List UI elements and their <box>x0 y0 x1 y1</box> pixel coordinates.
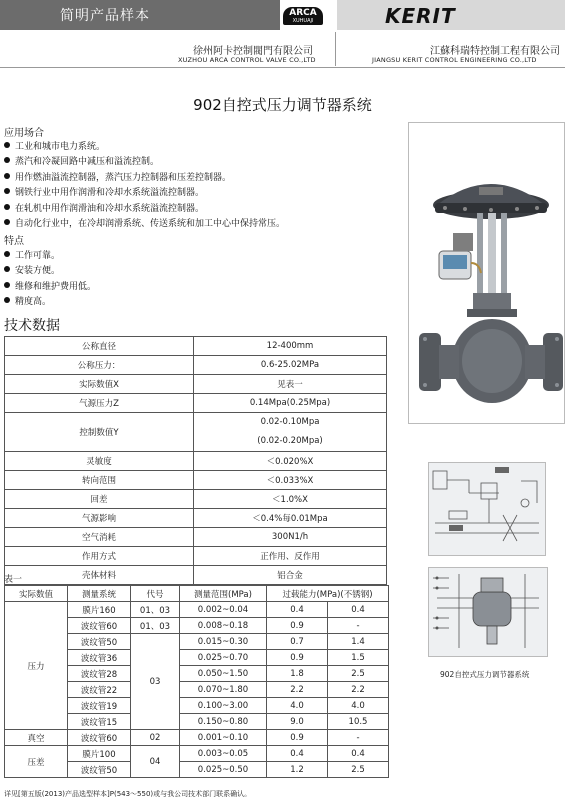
spec-value-alt: (0.02-0.20Mpa) <box>257 436 323 446</box>
spec-value: 0.02-0.10Mpa <box>260 417 320 427</box>
application-heading: 应用场合 <box>4 128 44 139</box>
page-title: 902自控式压力调节器系统 <box>193 96 372 114</box>
table-row: 气源影响 ＜0.4%每0.01Mpa <box>5 509 387 528</box>
table-row: 转向范围 ＜0.033%X <box>5 471 387 490</box>
tech-data-heading: 技术数据 <box>4 318 60 334</box>
header-rule <box>0 67 565 68</box>
table-row: 公称压力： 0.6-25.02MPa <box>5 356 387 375</box>
table-row: 波纹管50 0.025~0.50 1.2 2.5 <box>5 762 389 778</box>
features-heading: 特点 <box>4 236 24 247</box>
table-row: 灵敏度 ＜0.020%X <box>5 452 387 471</box>
bullet-icon <box>4 173 10 179</box>
application-item: 自动化行业中，在冷却润滑系统、传送系统和加工中心中保持常压。 <box>4 216 285 231</box>
bullet-icon <box>4 219 10 225</box>
application-item: 钢铁行业中用作润滑和冷却水系统溢流控制器。 <box>4 185 285 200</box>
kerit-company-cn: 江蘇科瑞特控制工程有限公司 <box>430 46 560 57</box>
figure-caption: 902自控式压力调节器系统 <box>440 670 530 679</box>
system-schematic-2 <box>428 567 548 657</box>
application-item: 用作燃油溢流控制器，蒸汽压力控制器和压差控制器。 <box>4 170 285 185</box>
header-divider <box>335 32 336 66</box>
table-row: 气源压力Z 0.14Mpa(0.25Mpa) <box>5 394 387 413</box>
table-header-row: 实际数值 测量系统 代号 测量范围(MPa) 过载能力(MPa)(不锈钢) <box>5 586 389 602</box>
table-row: 波纹管28 0.050~1.50 1.8 2.5 <box>5 666 389 682</box>
range-table <box>4 585 389 778</box>
table-row: 压力 膜片160 01、03 0.002~0.04 0.4 0.4 <box>5 602 389 618</box>
arca-company-en: XUZHOU ARCA CONTROL VALVE CO.,LTD <box>178 56 316 64</box>
catalog-title: 简明产品样本 <box>60 8 150 24</box>
feature-item: 精度高。 <box>4 294 96 309</box>
product-photo <box>408 122 565 424</box>
table-row: 实际数值X 见表一 <box>5 375 387 394</box>
system-schematic-1 <box>428 462 546 556</box>
table-row: 波纹管36 0.025~0.70 0.9 1.5 <box>5 650 389 666</box>
table-row: 压差 膜片100 04 0.003~0.05 0.4 0.4 <box>5 746 389 762</box>
table-row: 空气消耗 300N1/h <box>5 528 387 547</box>
arca-company-cn: 徐州阿卡控制閥門有限公司 <box>193 46 313 57</box>
features-list <box>4 248 96 310</box>
spec-table <box>4 336 387 585</box>
feature-item: 维修和维护费用低。 <box>4 279 96 294</box>
bullet-icon <box>4 251 10 257</box>
table-row: 波纹管60 01、03 0.008~0.18 0.9 - <box>5 618 389 634</box>
table-row: 波纹管15 0.150~0.80 9.0 10.5 <box>5 714 389 730</box>
kerit-company-en: JIANGSU KERIT CONTROL ENGINEERING CO.,LTD <box>372 56 537 64</box>
table1-label: 表一 <box>4 575 23 585</box>
bullet-icon <box>4 188 10 194</box>
regulator-diagram <box>429 568 547 656</box>
application-item: 在轧机中用作润滑油和冷却水系统溢流控制器。 <box>4 201 285 216</box>
bullet-icon <box>4 282 10 288</box>
bullet-icon <box>4 204 10 210</box>
bullet-icon <box>4 297 10 303</box>
feature-item: 安装方便。 <box>4 263 96 278</box>
application-item: 蒸汽和冷凝回路中减压和溢流控制。 <box>4 154 285 169</box>
table-row: 波纹管19 0.100~3.00 4.0 4.0 <box>5 698 389 714</box>
footer-note: 详见[第五版(2013)产品选型样本]P(543～550)或与我公司技术部门联系确认。 <box>4 790 252 798</box>
table-row: 公称直径 12-400mm <box>5 337 387 356</box>
bullet-icon <box>4 266 10 272</box>
table-row: 波纹管50 03 0.015~0.30 0.7 1.4 <box>5 634 389 650</box>
table-row: 壳体材料 铝合金 <box>5 566 387 585</box>
application-list <box>4 139 285 231</box>
application-item: 工业和城市电力系统。 <box>4 139 285 154</box>
table-row: 真空 波纹管60 02 0.001~0.10 0.9 - <box>5 730 389 746</box>
bullet-icon <box>4 157 10 163</box>
arca-logo: ARCA XUHUAJI <box>283 7 323 25</box>
control-valve-image <box>409 123 564 423</box>
table-row: 回差 ＜1.0%X <box>5 490 387 509</box>
table-row: 控制数值Y 0.02-0.10Mpa (0.02-0.20Mpa) <box>5 413 387 452</box>
table-row: 作用方式 正作用、反作用 <box>5 547 387 566</box>
bullet-icon <box>4 142 10 148</box>
kerit-logo: KERIT <box>385 4 456 28</box>
pipeline-diagram <box>429 463 545 555</box>
table-row: 波纹管22 0.070~1.80 2.2 2.2 <box>5 682 389 698</box>
feature-item: 工作可靠。 <box>4 248 96 263</box>
